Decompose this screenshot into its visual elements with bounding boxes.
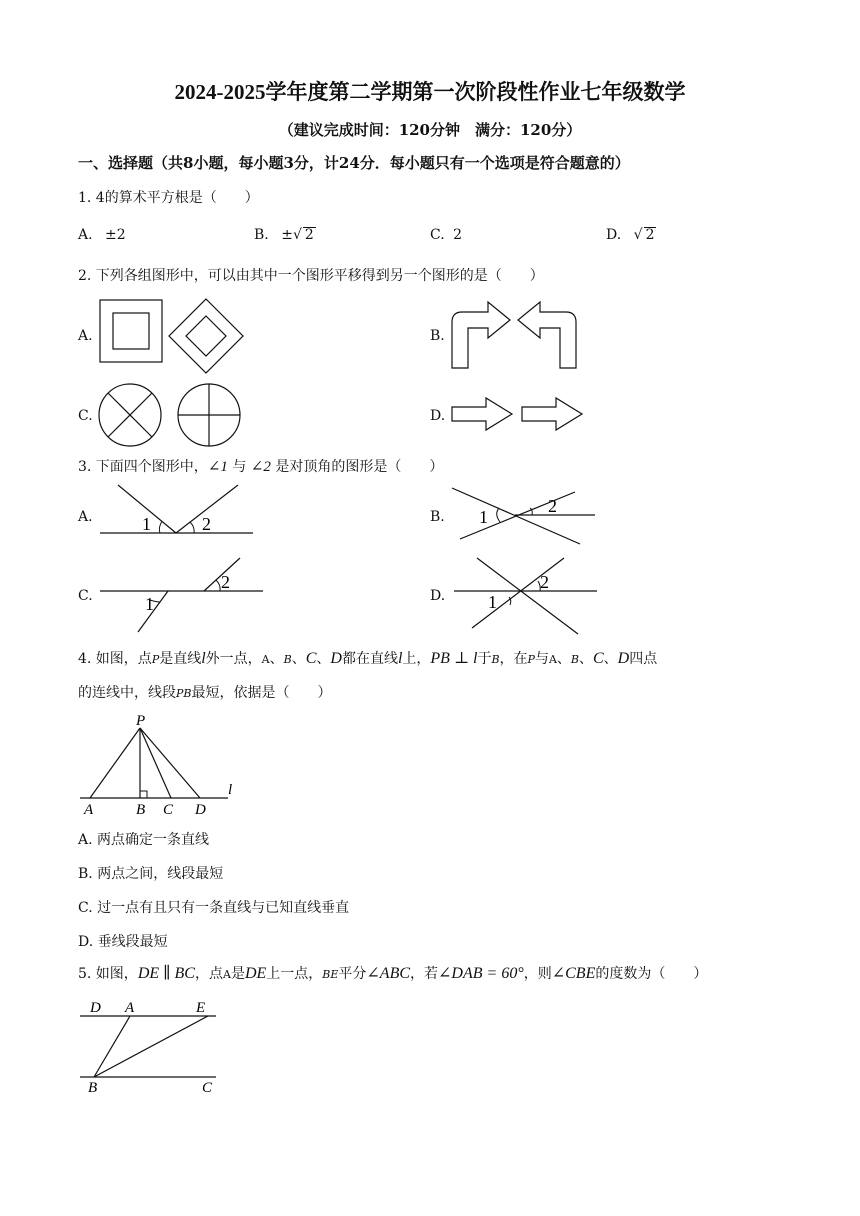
question-3-stem [78, 456, 443, 476]
q3-option-c-label[interactable]: C. [78, 588, 93, 604]
fig-label-a: A [125, 1000, 135, 1016]
q3-option-b-label[interactable]: B. [430, 509, 445, 525]
q4-option-a[interactable]: A. 两点确定一条直线 [78, 832, 210, 848]
point-a: A [222, 968, 231, 981]
fig-label-p: P [136, 713, 146, 729]
option-label: A. [78, 227, 93, 243]
stem-text: 于 [477, 651, 492, 667]
q4-figure [78, 712, 248, 820]
q3-option-a-label[interactable]: A. [78, 509, 93, 525]
fig-label-c: C [163, 802, 174, 818]
angle-dab: ∠DAB = 60° [438, 965, 524, 982]
angle-label-1: 1 [488, 592, 497, 612]
fig-label-d: D [195, 802, 206, 818]
q1-option-c[interactable] [430, 227, 462, 243]
line-l: l [397, 650, 403, 667]
q2-figure-c [96, 383, 246, 449]
sep: 、 [316, 651, 331, 667]
option-label: B. [254, 227, 269, 243]
stem-text: ，则 [523, 966, 552, 982]
sep: 、 [603, 651, 618, 667]
q3-figure-c [98, 556, 268, 636]
point-c: C [305, 650, 317, 667]
point-c: C [593, 650, 604, 667]
fig-label-l: l [228, 782, 233, 798]
angle-1: ∠1 [207, 459, 228, 475]
angle-label-1: 1 [145, 594, 154, 614]
q5-figure [78, 996, 228, 1096]
question-1-stem: 1. 4的算术平方根是（ ） [78, 190, 259, 206]
q2-option-d-label[interactable]: D. [430, 408, 446, 424]
stem-text: 是 [230, 966, 245, 982]
de-parallel-bc: DE ∥ BC [137, 965, 195, 982]
q3-option-d-label[interactable]: D. [430, 588, 446, 604]
point-a: A [261, 653, 270, 666]
angle-label-1: 1 [142, 514, 151, 534]
q2-figure-d [452, 397, 592, 437]
angle-label-1: 1 [479, 507, 488, 527]
q1-option-a[interactable] [78, 227, 126, 243]
stem-text: 的连线中，线段 [78, 685, 176, 701]
stem-text: 是直线 [159, 651, 202, 667]
angle-2: ∠2 [250, 459, 271, 475]
section-heading: 一、选择题（共8小题，每小题3分，计24分．每小题只有一个选项是符合题意的） [78, 154, 630, 172]
pb-perp-l: PB ⊥ l [430, 650, 478, 667]
line-de: DE [244, 965, 267, 982]
q1-option-d[interactable] [606, 227, 656, 243]
page-title: 2024-2025学年度第二学期第一次阶段性作业七年级数学 [174, 80, 686, 104]
question-4-stem-line1 [78, 648, 657, 668]
sqrt-icon: √ [633, 227, 643, 243]
fig-label-e: E [196, 1000, 206, 1016]
q4-option-d[interactable]: D. 垂线段最短 [78, 934, 168, 950]
angle-label-2: 2 [202, 514, 211, 534]
stem-text: 四点 [629, 651, 658, 667]
fig-label-b: B [88, 1080, 98, 1096]
point-b: B [491, 653, 500, 666]
line-l: l [201, 650, 206, 667]
q3-figure-b [450, 484, 600, 549]
sep: 、 [556, 651, 571, 667]
sep: 、 [579, 651, 593, 667]
question-5-stem [78, 963, 707, 983]
point-d: D [617, 650, 630, 667]
fig-label-d: D [90, 1000, 101, 1016]
stem-text: ，在 [499, 651, 528, 667]
q2-option-c-label[interactable]: C. [78, 408, 93, 424]
ray-be: BE [322, 968, 339, 981]
sep: 、 [291, 651, 306, 667]
point-a: A [548, 653, 557, 666]
fig-label-a: A [84, 802, 94, 818]
angle-label-2: 2 [540, 572, 549, 592]
point-p: P [527, 653, 535, 666]
radicand: 2 [304, 227, 314, 243]
q4-option-c[interactable]: C. 过一点有且只有一条直线与已知直线垂直 [78, 900, 350, 916]
q4-option-b[interactable]: B. 两点之间，线段最短 [78, 866, 224, 882]
stem-text: 3. 下面四个图形中， [78, 459, 208, 475]
stem-text: 是对顶角的图形是（ ） [270, 459, 444, 475]
sep: 、 [269, 651, 284, 667]
fig-label-c: C [202, 1080, 213, 1096]
q3-figure-d [452, 556, 602, 636]
angle-label-2: 2 [221, 572, 230, 592]
question-2-stem: 2. 下列各组图形中，可以由其中一个图形平移得到另一个图形的是（ ） [78, 268, 544, 284]
angle-cbe: ∠CBE [551, 965, 596, 982]
point-b: B [570, 653, 579, 666]
stem-text: 的度数为（ ） [595, 966, 708, 982]
stem-text: 与 [227, 459, 251, 475]
stem-text: 上， [402, 651, 431, 667]
option-value: ±2 [105, 227, 126, 243]
point-b: B [283, 653, 292, 666]
option-label: D. [606, 227, 622, 243]
option-prefix: ± [281, 227, 293, 243]
angle-label-2: 2 [548, 496, 557, 516]
stem-text: 外一点， [205, 651, 262, 667]
q1-option-b[interactable] [254, 227, 316, 243]
stem-text: ，点 [194, 966, 223, 982]
angle-abc: ∠ABC [366, 965, 411, 982]
point-p: P [151, 653, 160, 666]
option-label: C. [430, 227, 445, 243]
stem-text: ，若 [410, 966, 439, 982]
radicand: 2 [645, 227, 655, 243]
q3-figure-a [98, 483, 258, 538]
stem-text: 上一点， [266, 966, 323, 982]
q2-option-b-label[interactable]: B. [430, 328, 445, 344]
exam-info: （建议完成时间：120分钟 满分：120分） [278, 121, 582, 139]
q2-figure-a [98, 298, 248, 378]
segment-pb: PB [176, 687, 192, 700]
sqrt-icon: √ [292, 227, 302, 243]
option-value: 2 [453, 227, 463, 243]
q2-option-a-label[interactable]: A. [78, 328, 93, 344]
question-4-stem-line2 [78, 682, 332, 702]
fig-label-b: B [136, 802, 146, 818]
point-d: D [330, 650, 342, 667]
stem-text: 与 [534, 651, 549, 667]
stem-text: 5. 如图， [78, 966, 138, 982]
stem-text: 最短，依据是（ ） [191, 685, 332, 701]
stem-text: 都在直线 [341, 651, 398, 667]
stem-text: 4. 如图，点 [78, 651, 152, 667]
q2-figure-b [450, 300, 590, 375]
stem-text: 平分 [338, 966, 367, 982]
